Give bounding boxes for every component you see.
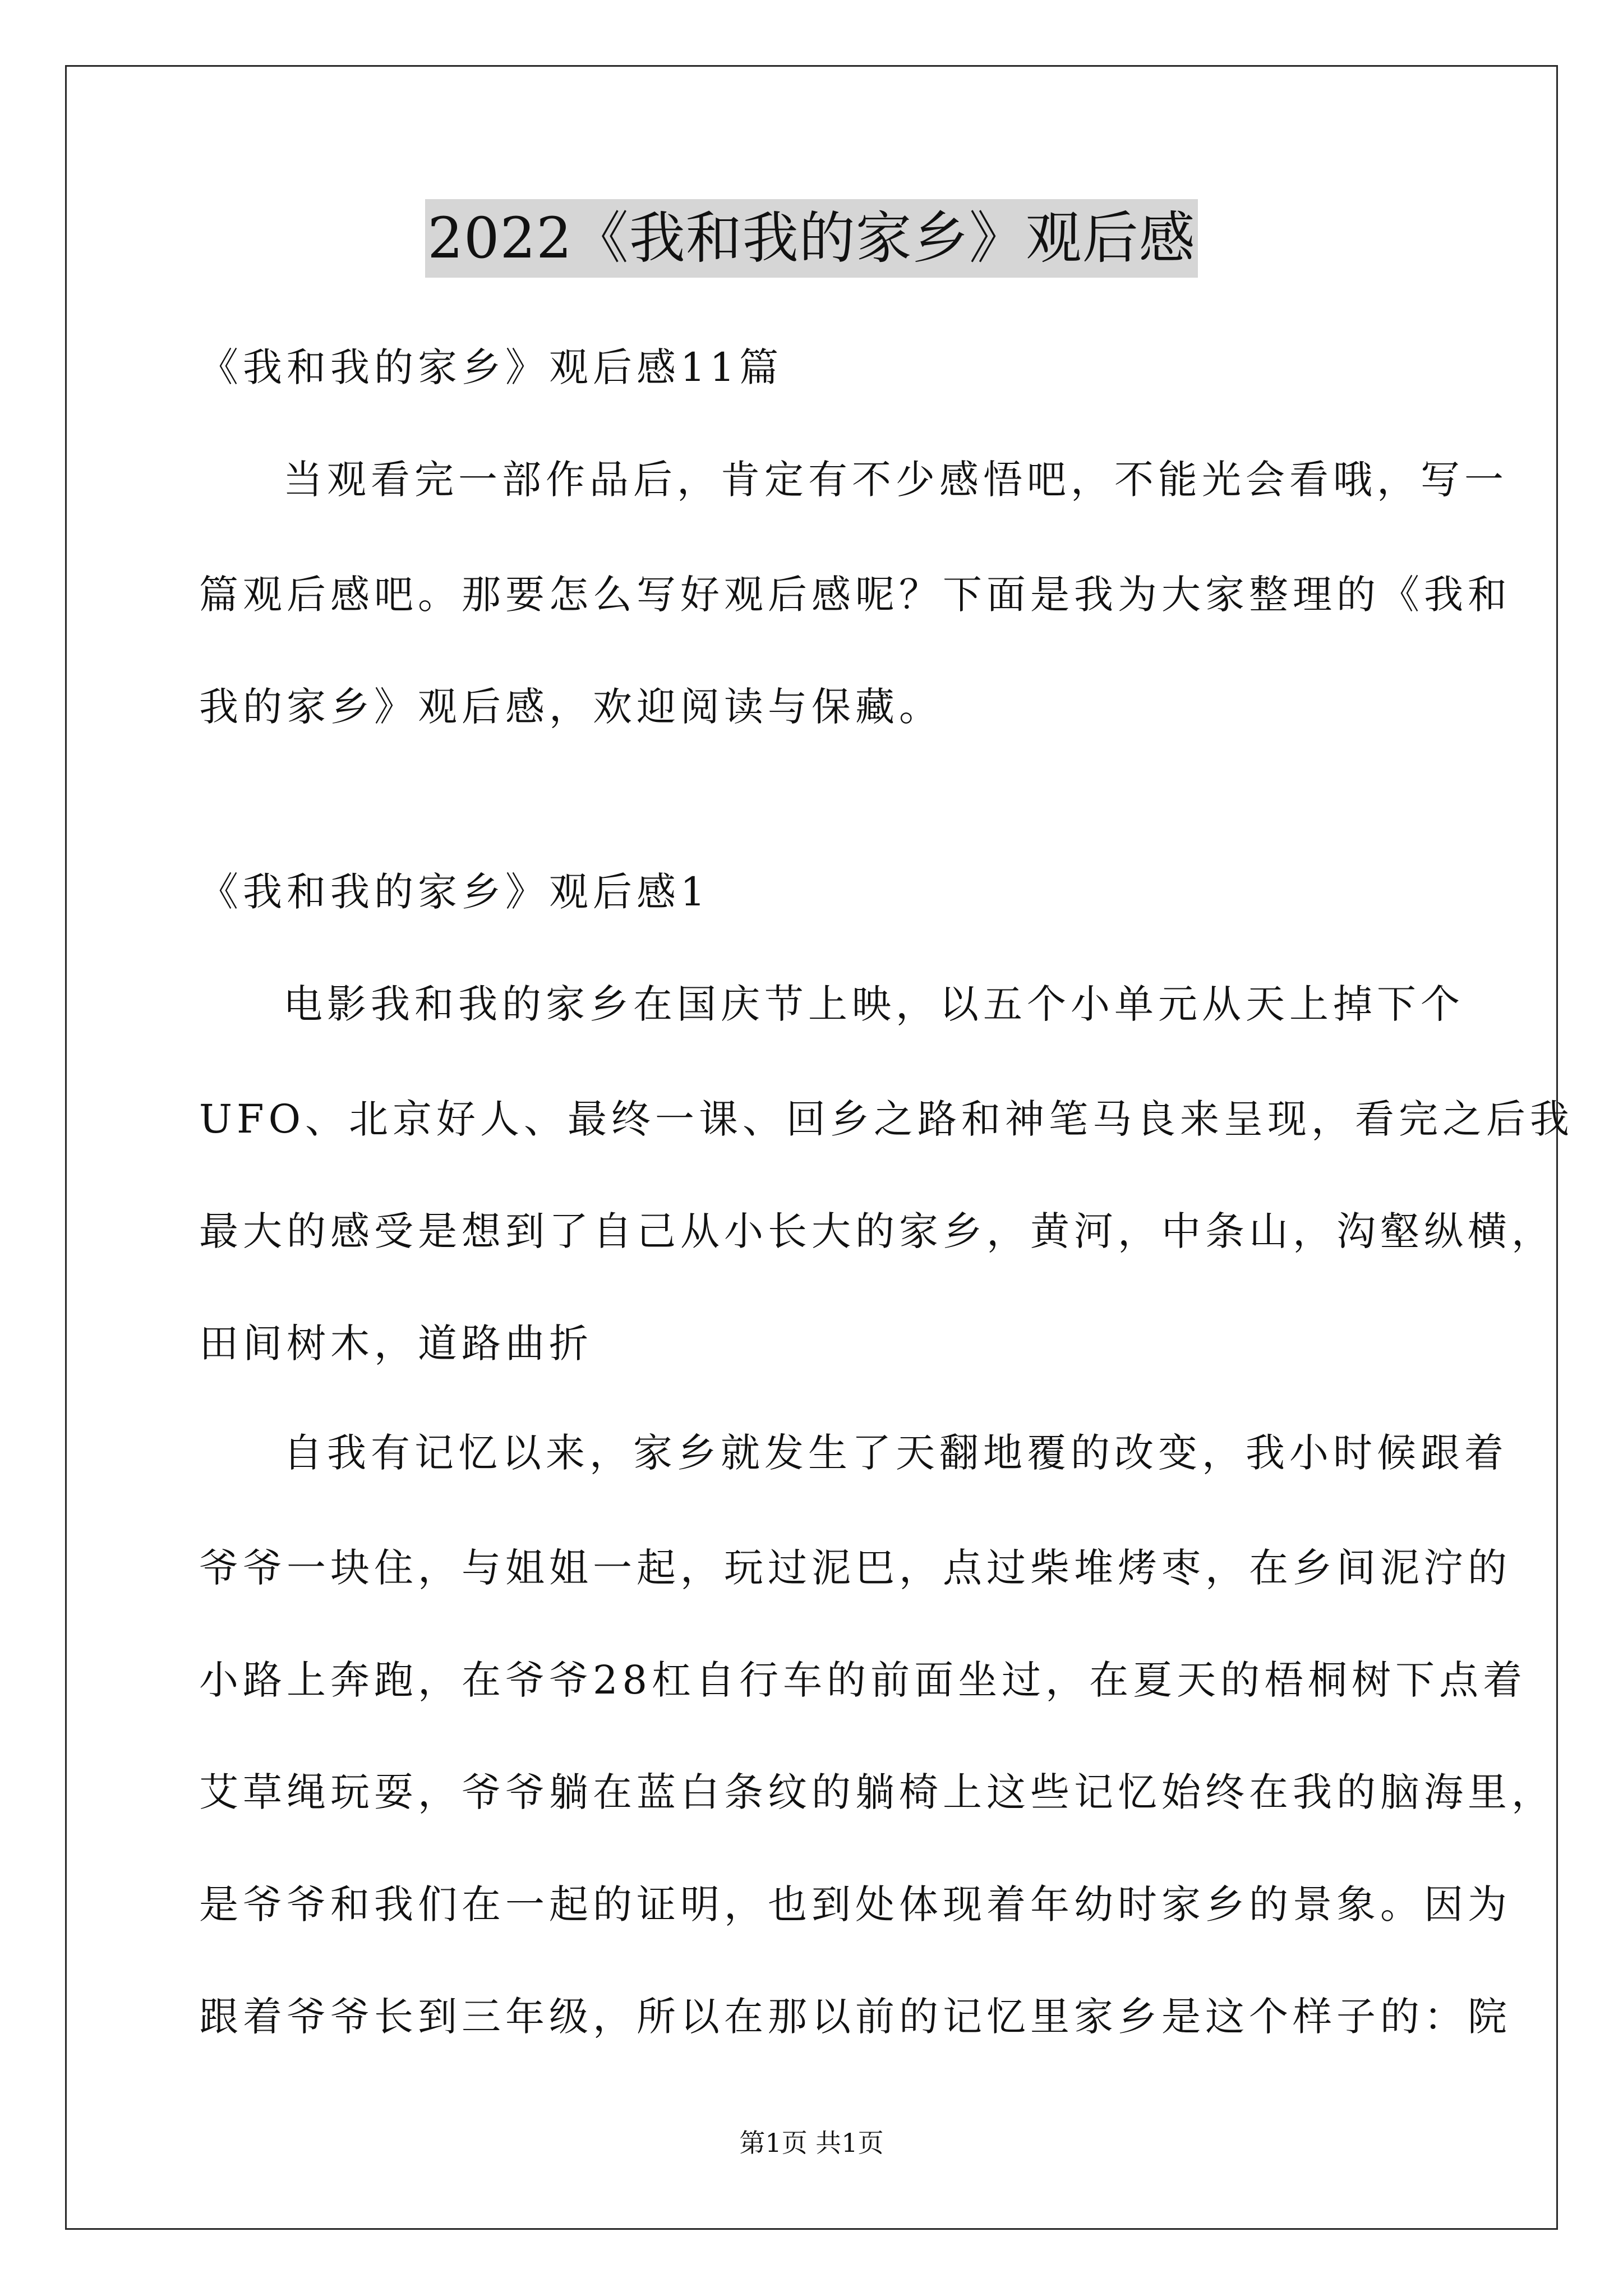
- section-heading-block: [199, 864, 710, 920]
- intro-line: 当观看完一部作品后，肯定有不少感悟吧，不能光会看哦，写一: [283, 457, 1508, 503]
- document-title: 2022《我和我的家乡》观后感: [425, 199, 1198, 278]
- paragraph-line: 最大的感受是想到了自己从小长大的家乡，黄河，中条山，沟壑纵横，: [199, 1208, 1555, 1254]
- paragraph-line: 田间树木，道路曲折: [199, 1320, 593, 1366]
- subtitle: 《我和我的家乡》观后感11篇: [199, 344, 783, 390]
- paragraph-line: 小路上奔跑，在爷爷28杠自行车的前面坐过，在夏天的梧桐树下点着: [199, 1657, 1527, 1703]
- paragraph-line: 自我有记忆以来，家乡就发生了天翻地覆的改变，我小时候跟着: [283, 1430, 1508, 1476]
- paragraph-line: UFO、北京好人、最终一课、回乡之路和神笔马良来呈现，看完之后我: [199, 1096, 1574, 1142]
- title-container: [0, 199, 1623, 278]
- subtitle-block: [199, 339, 783, 395]
- paragraph-line: 爷爷一块住，与姐姐一起，玩过泥巴，点过柴堆烤枣，在乡间泥泞的: [199, 1545, 1511, 1591]
- paragraph-line: 艾草绳玩耍，爷爷躺在蓝白条纹的躺椅上这些记忆始终在我的脑海里，: [199, 1769, 1555, 1815]
- paragraph-line: 电影我和我的家乡在国庆节上映，以五个小单元从天上掉下个: [283, 981, 1464, 1027]
- page-footer: 第1页 共1页: [739, 2128, 884, 2158]
- section-heading: 《我和我的家乡》观后感1: [199, 869, 710, 915]
- intro-line: 我的家乡》观后感，欢迎阅读与保藏。: [199, 684, 943, 730]
- intro-line: 篇观后感吧。那要怎么写好观后感呢？下面是我为大家整理的《我和: [199, 572, 1511, 618]
- paragraph-line: 跟着爷爷长到三年级，所以在那以前的记忆里家乡是这个样子的：院: [199, 1994, 1511, 2040]
- paragraph-line: 是爷爷和我们在一起的证明，也到处体现着年幼时家乡的景象。因为: [199, 1881, 1511, 1927]
